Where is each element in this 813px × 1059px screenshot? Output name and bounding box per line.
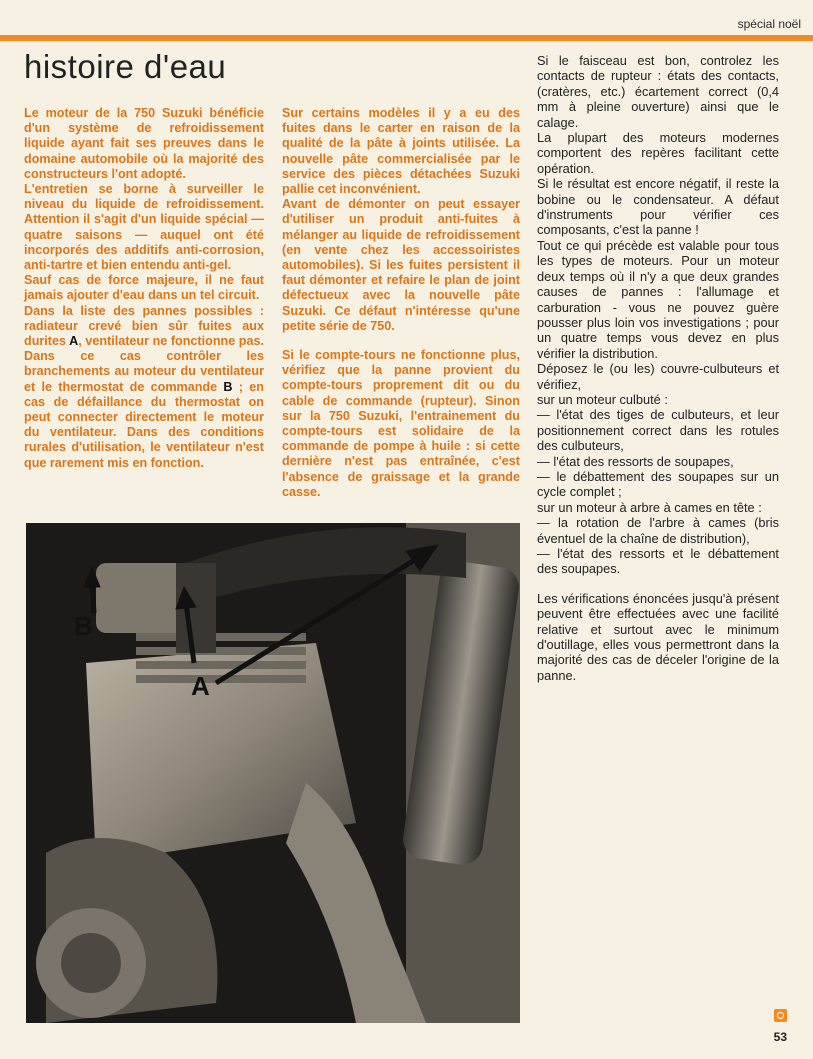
paragraph: Avant de démonter on peut essayer d'utiliser un produit anti-fuites à mélanger au liquide de refroidissement (en vente chez les accessoiristes automobiles). Si les fuites persistent il faut démonter et refaire le plan de joint défectueux avec la nouvelle pâte Suzuki. Ce défaut n'intéresse qu'une petite série de 750. xyxy=(282,197,520,333)
page-badge-icon xyxy=(774,1009,787,1022)
paragraph: — l'état des tiges de culbuteurs, et leur positionnement correct dans les rotules des culbuteurs, xyxy=(537,407,779,454)
paragraph: Si le faisceau est bon, controlez les contacts de rupteur : états des contacts, (cratères, etc.) écartement correct (0,4 mm à pleine ouverture) ainsi que le calage. xyxy=(537,53,779,130)
ref-a: A xyxy=(69,334,79,349)
page-number: 53 xyxy=(773,1030,787,1044)
paragraph: Sauf cas de force majeure, il ne faut jamais ajouter d'eau dans un tel circuit. xyxy=(24,273,264,303)
paragraph: sur un moteur à arbre à cames en tête : xyxy=(537,499,762,515)
text-span: en cas de défaillance du thermostat on peut connecter directement le moteur du ventilateur. Dans des conditions rurales d'utilisation, le ventilateur n'est que rarement mis en fonction. xyxy=(24,379,264,470)
photo-label-a: A xyxy=(191,671,210,701)
paragraph: Déposez le (ou les) couvre-culbuteurs et vérifiez, xyxy=(537,361,779,392)
paragraph: La plupart des moteurs modernes comportent des repères facilitant cette opération. xyxy=(537,130,779,176)
engine-photo xyxy=(26,523,520,1023)
article-title: histoire d'eau xyxy=(24,48,227,85)
paragraph: Dans la liste des pannes possibles : radiateur crevé bien sûr fuites aux durites A, ventilateur ne fonctionne pas. Dans ce cas contrôler les branchements au moteur du ventilateur et le thermostat de commande B ; en cas de défaillance du thermostat on peut connecter directement le moteur du ventilateur. Dans des conditions rurales d'utilisation, le ventilateur n'est que rarement mis en fonction. xyxy=(24,303,264,470)
engine-photo-drawing xyxy=(26,523,520,1023)
column-2 xyxy=(282,106,520,500)
photo-label-b: B xyxy=(74,611,93,641)
paragraph: — l'état des ressorts et le débattement des soupapes. xyxy=(537,546,779,577)
text-span: ventilateur ne fonctionne pas. Dans ce cas contrôler les branchements au moteur du ventilateur et le thermostat de commande xyxy=(24,334,264,394)
paragraph: Les vérifications énoncées jusqu'à présent peuvent être effectuées avec une facilité relative et surtout avec le minimum d'outillage, elles vous permettront dans la majorité des cas de déceler l'origine de la panne. xyxy=(537,590,779,683)
orange-rule xyxy=(0,35,813,41)
paragraph: Tout ce qui précède est valable pour tous les types de moteurs. Pour un moteur deux temps où il n'y a que deux grandes causes de pannes : l'allumage et carburation - vous ne pouvez guère pousser plus loin vos investigations ; pour un quatre temps vous devez en plus vérifier la distribution. xyxy=(537,237,779,361)
paragraph: Sur certains modèles il y a eu des fuites dans le carter en raison de la qualité de la pâte à joints utilisée. La nouvelle pâte commercialisée par le service des pièces détachées Suzuki pallie cet inconvénient. xyxy=(282,106,520,197)
paragraph: L'entretien se borne à surveiller le niveau du liquide de refroidissement. Attention il s'agit d'un liquide spécial — quatre saisons — auquel ont été incorporés des additifs anti-corrosion, anti-tartre et bien entendu anti-gel. xyxy=(24,182,264,273)
ref-b: B xyxy=(223,379,233,394)
paragraph: — la rotation de l'arbre à cames (bris éventuel de la chaîne de distribution), xyxy=(537,515,779,546)
text-span: Dans la liste des pannes possibles : radiateur crevé bien sûr fuites aux durites xyxy=(24,303,264,349)
column-3 xyxy=(537,53,779,683)
paragraph: — l'état des ressorts de soupapes, xyxy=(537,453,734,469)
paragraph: Le moteur de la 750 Suzuki bénéficie d'un système de refroidissement liquide ayant fait ses preuves dans le domaine automobile où la majorité des constructeurs l'ont adopté. xyxy=(24,106,264,181)
paragraph: Si le résultat est encore négatif, il reste la bobine ou le condensateur. A défaut d'instruments pour vérifier ces composants, c'est la panne ! xyxy=(537,176,779,238)
section-label: spécial noël xyxy=(737,17,801,31)
paragraph: — le débattement des soupapes sur un cycle complet ; xyxy=(537,468,779,500)
paragraph: Si le compte-tours ne fonctionne plus, vérifiez que la panne provient du compte-tours proprement dit ou du cable de commande (rupteur). Sinon sur la 750 Suzuki, l'entrainement du compte-tours est solidaire de la commande de pompe à huile : si cette dernière n'est pas entraînée, c'est l'absence de graissage et la grande casse. xyxy=(282,348,520,499)
paragraph: sur un moteur culbuté : xyxy=(537,391,668,407)
column-1 xyxy=(24,106,264,471)
